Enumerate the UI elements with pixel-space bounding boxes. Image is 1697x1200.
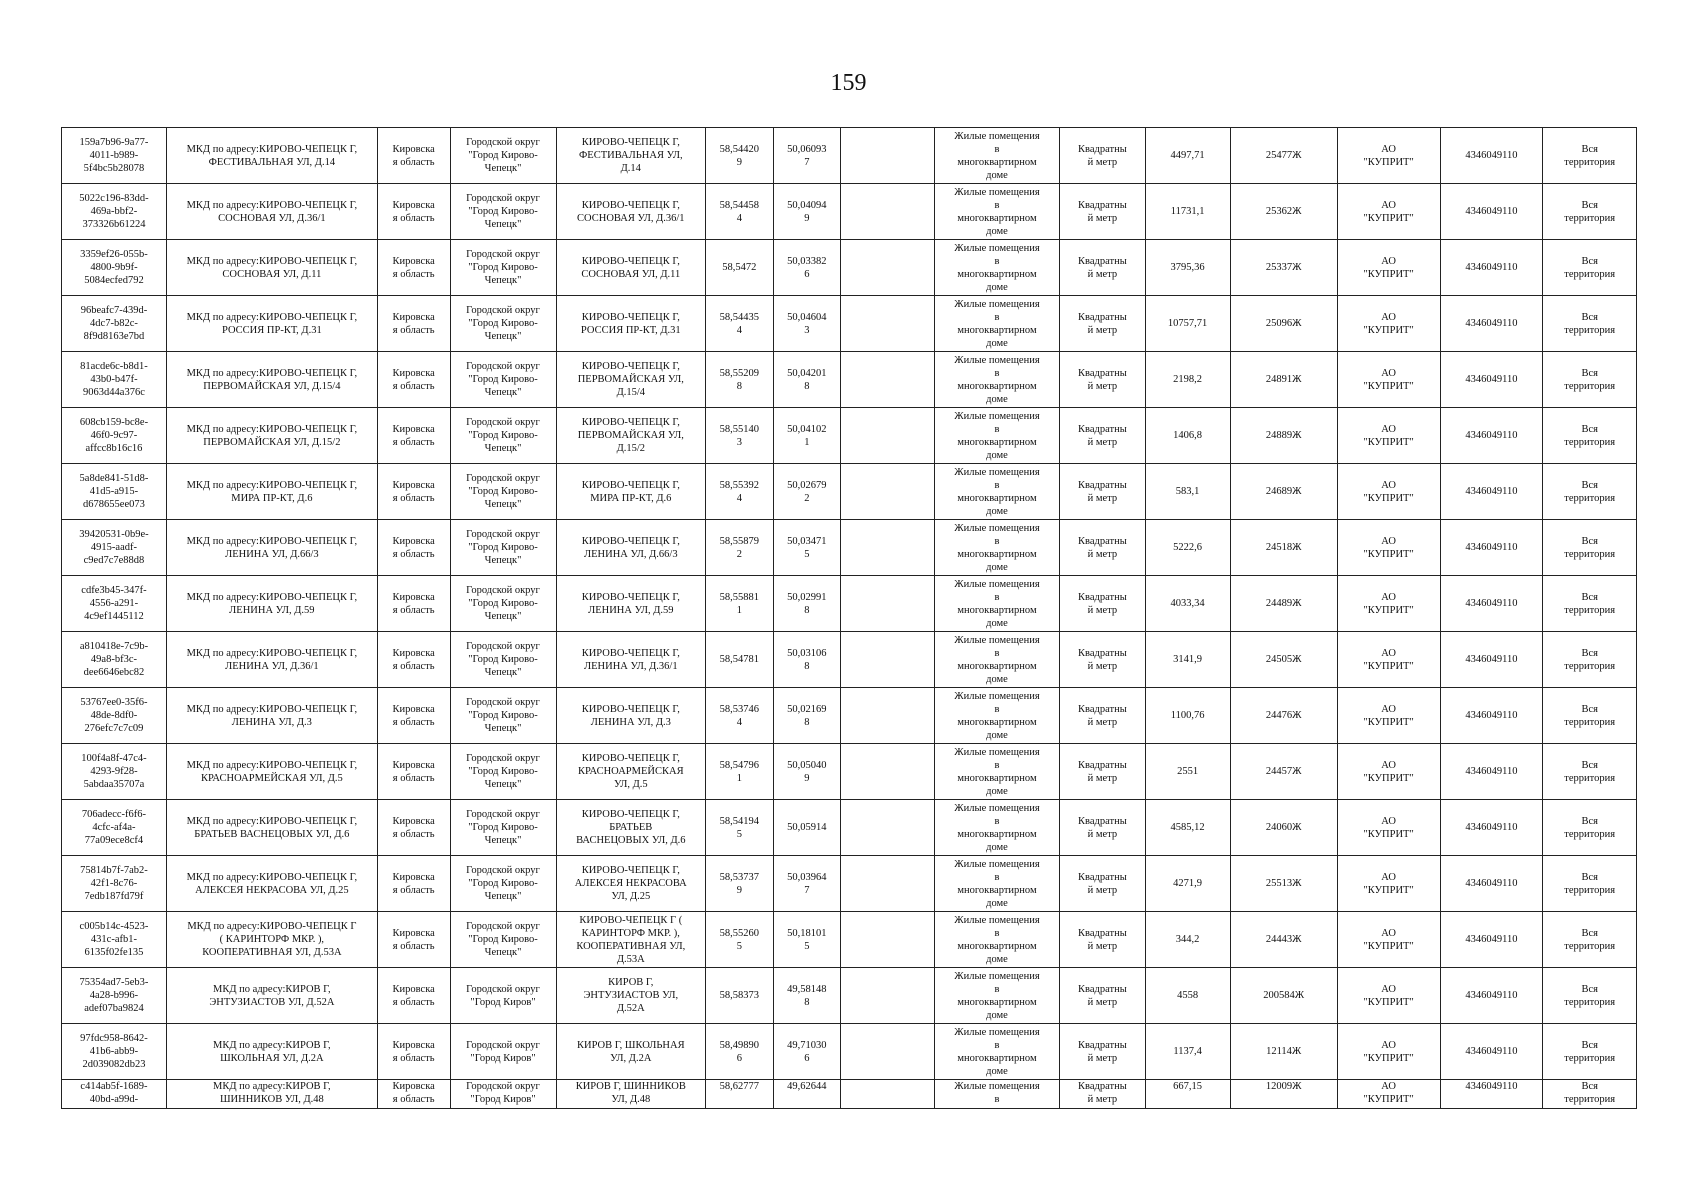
cell-account-number: 12009Ж [1230,1080,1337,1109]
cell-address: КИРОВ Г, ШИННИКОВ УЛ, Д.48 [556,1080,706,1109]
table-row [62,296,1637,352]
cell-organization: АО "КУПРИТ" [1337,968,1440,1024]
cell-territory: Вся территория [1543,128,1637,184]
cell-record-id: 3359ef26-055b- 4800-9b9f- 5084ecfed792 [62,240,167,296]
cell-area: 2551 [1145,744,1230,800]
cell-region: Кировска я область [377,184,450,240]
cell-premises-type: Жилые помещения в многоквартирном доме [934,856,1060,912]
cell-object-name: МКД по адресу:КИРОВО-ЧЕПЕЦК Г, СОСНОВАЯ УЛ, Д.11 [166,240,377,296]
cell-object-name: МКД по адресу:КИРОВ Г, ШКОЛЬНАЯ УЛ, Д.2А [166,1024,377,1080]
cell-municipality: Городской округ "Город Киров" [450,1024,556,1080]
cell-unit: Квадратны й метр [1060,520,1145,576]
cell-object-name: МКД по адресу:КИРОВО-ЧЕПЕЦК Г, ЛЕНИНА УЛ, Д.66/3 [166,520,377,576]
cell-area: 3795,36 [1145,240,1230,296]
cell-object-name: МКД по адресу:КИРОВО-ЧЕПЕЦК Г, ПЕРВОМАЙСКАЯ УЛ, Д.15/4 [166,352,377,408]
registry-table-body [62,128,1637,1109]
cell-organization: АО "КУПРИТ" [1337,296,1440,352]
cell-longitude: 50,03106 8 [773,632,841,688]
cell-territory: Вся территория [1543,968,1637,1024]
cell-territory: Вся территория [1543,744,1637,800]
cell-address: КИРОВО-ЧЕПЕЦК Г ( КАРИНТОРФ МКР. ), КООПЕРАТИВНАЯ УЛ, Д.53А [556,912,706,968]
cell-blank [841,856,935,912]
cell-longitude: 50,03471 5 [773,520,841,576]
cell-longitude: 50,02679 2 [773,464,841,520]
cell-area: 667,15 [1145,1080,1230,1109]
cell-record-id: 5022c196-83dd- 469a-bbf2- 373326b61224 [62,184,167,240]
cell-premises-type: Жилые помещения в многоквартирном доме [934,520,1060,576]
cell-account-number: 24060Ж [1230,800,1337,856]
cell-longitude: 49,71030 6 [773,1024,841,1080]
cell-latitude: 58,5472 [706,240,774,296]
cell-account-number: 200584Ж [1230,968,1337,1024]
cell-blank [841,408,935,464]
cell-area: 583,1 [1145,464,1230,520]
cell-inn: 4346049110 [1440,576,1543,632]
cell-municipality: Городской округ "Город Кирово- Чепецк" [450,688,556,744]
cell-longitude: 49,58148 8 [773,968,841,1024]
cell-organization: АО "КУПРИТ" [1337,744,1440,800]
cell-territory: Вся территория [1543,184,1637,240]
cell-address: КИРОВО-ЧЕПЕЦК Г, МИРА ПР-КТ, Д.6 [556,464,706,520]
cell-unit: Квадратны й метр [1060,576,1145,632]
cell-record-id: 75814b7f-7ab2- 42f1-8c76- 7edb187fd79f [62,856,167,912]
cell-record-id: 159a7b96-9a77- 4011-b989- 5f4bc5b28078 [62,128,167,184]
cell-region: Кировска я область [377,912,450,968]
cell-account-number: 24443Ж [1230,912,1337,968]
cell-address: КИРОВО-ЧЕПЕЦК Г, РОССИЯ ПР-КТ, Д.31 [556,296,706,352]
cell-record-id: 75354ad7-5eb3- 4a28-b996- adef07ba9824 [62,968,167,1024]
cell-longitude: 50,03382 6 [773,240,841,296]
table-row [62,968,1637,1024]
cell-latitude: 58,54194 5 [706,800,774,856]
cell-blank [841,912,935,968]
cell-organization: АО "КУПРИТ" [1337,912,1440,968]
cell-object-name: МКД по адресу:КИРОВО-ЧЕПЕЦК Г, МИРА ПР-КТ, Д.6 [166,464,377,520]
cell-municipality: Городской округ "Город Кирово- Чепецк" [450,408,556,464]
cell-region: Кировска я область [377,352,450,408]
cell-latitude: 58,53737 9 [706,856,774,912]
cell-area: 4033,34 [1145,576,1230,632]
cell-organization: АО "КУПРИТ" [1337,408,1440,464]
cell-premises-type: Жилые помещения в многоквартирном доме [934,912,1060,968]
cell-region: Кировска я область [377,240,450,296]
cell-region: Кировска я область [377,296,450,352]
cell-latitude: 58,54781 [706,632,774,688]
cell-account-number: 24689Ж [1230,464,1337,520]
cell-municipality: Городской округ "Город Кирово- Чепецк" [450,464,556,520]
cell-premises-type: Жилые помещения в многоквартирном доме [934,240,1060,296]
cell-blank [841,1024,935,1080]
cell-region: Кировска я область [377,968,450,1024]
cell-record-id: cdfe3b45-347f- 4556-a291- 4c9ef1445112 [62,576,167,632]
cell-inn: 4346049110 [1440,800,1543,856]
table-row [62,912,1637,968]
cell-organization: АО "КУПРИТ" [1337,184,1440,240]
cell-account-number: 25096Ж [1230,296,1337,352]
cell-longitude: 50,02169 8 [773,688,841,744]
cell-longitude: 50,05914 [773,800,841,856]
cell-unit: Квадратны й метр [1060,296,1145,352]
cell-municipality: Городской округ "Город Кирово- Чепецк" [450,352,556,408]
cell-latitude: 58,55260 5 [706,912,774,968]
cell-latitude: 58,55140 3 [706,408,774,464]
cell-record-id: 5a8de841-51d8- 41d5-a915- d678655ee073 [62,464,167,520]
cell-blank [841,744,935,800]
cell-address: КИРОВО-ЧЕПЕЦК Г, СОСНОВАЯ УЛ, Д.11 [556,240,706,296]
cell-account-number: 25362Ж [1230,184,1337,240]
cell-inn: 4346049110 [1440,912,1543,968]
cell-address: КИРОВО-ЧЕПЕЦК Г, КРАСНОАРМЕЙСКАЯ УЛ, Д.5 [556,744,706,800]
cell-record-id: c414ab5f-1689- 40bd-a99d- [62,1080,167,1109]
cell-latitude: 58,55209 8 [706,352,774,408]
table-row [62,128,1637,184]
cell-inn: 4346049110 [1440,128,1543,184]
cell-municipality: Городской округ "Город Кирово- Чепецк" [450,184,556,240]
cell-area: 1406,8 [1145,408,1230,464]
cell-record-id: 53767ee0-35f6- 48de-8df0- 276efc7c7c09 [62,688,167,744]
cell-longitude: 50,18101 5 [773,912,841,968]
cell-unit: Квадратны й метр [1060,856,1145,912]
cell-record-id: 39420531-0b9e- 4915-aadf- c9ed7c7e88d8 [62,520,167,576]
cell-region: Кировска я область [377,128,450,184]
cell-premises-type: Жилые помещения в многоквартирном доме [934,408,1060,464]
cell-organization: АО "КУПРИТ" [1337,800,1440,856]
cell-blank [841,296,935,352]
cell-longitude: 50,03964 7 [773,856,841,912]
cell-organization: АО "КУПРИТ" [1337,576,1440,632]
cell-territory: Вся территория [1543,408,1637,464]
cell-address: КИРОВО-ЧЕПЕЦК Г, СОСНОВАЯ УЛ, Д.36/1 [556,184,706,240]
table-row [62,576,1637,632]
cell-premises-type: Жилые помещения в многоквартирном доме [934,296,1060,352]
cell-area: 5222,6 [1145,520,1230,576]
cell-latitude: 58,55879 2 [706,520,774,576]
cell-inn: 4346049110 [1440,1080,1543,1109]
cell-latitude: 58,49890 6 [706,1024,774,1080]
table-row [62,632,1637,688]
cell-region: Кировска я область [377,744,450,800]
cell-blank [841,520,935,576]
cell-object-name: МКД по адресу:КИРОВО-ЧЕПЕЦК Г, БРАТЬЕВ ВАСНЕЦОВЫХ УЛ, Д.6 [166,800,377,856]
cell-account-number: 24489Ж [1230,576,1337,632]
table-row [62,1080,1637,1109]
cell-address: КИРОВО-ЧЕПЕЦК Г, ПЕРВОМАЙСКАЯ УЛ, Д.15/4 [556,352,706,408]
cell-territory: Вся территория [1543,632,1637,688]
cell-premises-type: Жилые помещения в многоквартирном доме [934,128,1060,184]
cell-latitude: 58,54796 1 [706,744,774,800]
cell-inn: 4346049110 [1440,240,1543,296]
cell-unit: Квадратны й метр [1060,1080,1145,1109]
cell-object-name: МКД по адресу:КИРОВО-ЧЕПЕЦК Г, ФЕСТИВАЛЬНАЯ УЛ, Д.14 [166,128,377,184]
cell-area: 2198,2 [1145,352,1230,408]
cell-inn: 4346049110 [1440,184,1543,240]
cell-region: Кировска я область [377,464,450,520]
cell-territory: Вся территория [1543,520,1637,576]
table-row [62,464,1637,520]
cell-blank [841,576,935,632]
cell-address: КИРОВО-ЧЕПЕЦК Г, АЛЕКСЕЯ НЕКРАСОВА УЛ, Д.25 [556,856,706,912]
cell-record-id: c005b14c-4523- 431c-afb1- 6135f02fe135 [62,912,167,968]
cell-object-name: МКД по адресу:КИРОВО-ЧЕПЕЦК Г, ЛЕНИНА УЛ, Д.36/1 [166,632,377,688]
cell-organization: АО "КУПРИТ" [1337,1024,1440,1080]
cell-territory: Вся территория [1543,912,1637,968]
cell-premises-type: Жилые помещения в многоквартирном доме [934,464,1060,520]
cell-longitude: 50,04102 1 [773,408,841,464]
cell-territory: Вся территория [1543,240,1637,296]
cell-inn: 4346049110 [1440,632,1543,688]
table-row [62,688,1637,744]
cell-unit: Квадратны й метр [1060,240,1145,296]
cell-blank [841,968,935,1024]
cell-inn: 4346049110 [1440,1024,1543,1080]
cell-inn: 4346049110 [1440,968,1543,1024]
cell-area: 10757,71 [1145,296,1230,352]
cell-premises-type: Жилые помещения в многоквартирном доме [934,744,1060,800]
cell-inn: 4346049110 [1440,464,1543,520]
cell-unit: Квадратны й метр [1060,688,1145,744]
cell-organization: АО "КУПРИТ" [1337,464,1440,520]
cell-premises-type: Жилые помещения в многоквартирном доме [934,352,1060,408]
cell-inn: 4346049110 [1440,856,1543,912]
cell-territory: Вся территория [1543,464,1637,520]
cell-account-number: 25337Ж [1230,240,1337,296]
cell-region: Кировска я область [377,800,450,856]
cell-organization: АО "КУПРИТ" [1337,688,1440,744]
cell-latitude: 58,58373 [706,968,774,1024]
cell-longitude: 50,04604 3 [773,296,841,352]
cell-municipality: Городской округ "Город Кирово- Чепецк" [450,240,556,296]
cell-unit: Квадратны й метр [1060,912,1145,968]
cell-blank [841,632,935,688]
cell-account-number: 24505Ж [1230,632,1337,688]
table-row [62,1024,1637,1080]
cell-area: 11731,1 [1145,184,1230,240]
cell-address: КИРОВО-ЧЕПЕЦК Г, ЛЕНИНА УЛ, Д.59 [556,576,706,632]
cell-address: КИРОВО-ЧЕПЕЦК Г, ЛЕНИНА УЛ, Д.66/3 [556,520,706,576]
cell-account-number: 24889Ж [1230,408,1337,464]
cell-record-id: 81acde6c-b8d1- 43b0-b47f- 9063d44a376c [62,352,167,408]
cell-premises-type: Жилые помещения в многоквартирном доме [934,688,1060,744]
cell-record-id: 608cb159-bc8e- 46f0-9c97- affcc8b16c16 [62,408,167,464]
cell-region: Кировска я область [377,408,450,464]
table-row [62,352,1637,408]
table-row [62,240,1637,296]
cell-premises-type: Жилые помещения в [934,1080,1060,1109]
cell-longitude: 49,62644 [773,1080,841,1109]
cell-account-number: 24518Ж [1230,520,1337,576]
cell-unit: Квадратны й метр [1060,408,1145,464]
cell-record-id: 100f4a8f-47c4- 4293-9f28- 5abdaa35707a [62,744,167,800]
cell-area: 344,2 [1145,912,1230,968]
table-row [62,800,1637,856]
cell-unit: Квадратны й метр [1060,464,1145,520]
cell-account-number: 24476Ж [1230,688,1337,744]
cell-longitude: 50,06093 7 [773,128,841,184]
cell-area: 4497,71 [1145,128,1230,184]
cell-latitude: 58,54435 4 [706,296,774,352]
cell-inn: 4346049110 [1440,296,1543,352]
cell-address: КИРОВО-ЧЕПЕЦК Г, ПЕРВОМАЙСКАЯ УЛ, Д.15/2 [556,408,706,464]
cell-blank [841,240,935,296]
cell-unit: Квадратны й метр [1060,128,1145,184]
cell-address: КИРОВО-ЧЕПЕЦК Г, ФЕСТИВАЛЬНАЯ УЛ, Д.14 [556,128,706,184]
cell-organization: АО "КУПРИТ" [1337,128,1440,184]
cell-address: КИРОВО-ЧЕПЕЦК Г, БРАТЬЕВ ВАСНЕЦОВЫХ УЛ, Д.6 [556,800,706,856]
cell-inn: 4346049110 [1440,408,1543,464]
cell-territory: Вся территория [1543,688,1637,744]
cell-premises-type: Жилые помещения в многоквартирном доме [934,968,1060,1024]
cell-region: Кировска я область [377,576,450,632]
cell-municipality: Городской округ "Город Киров" [450,1080,556,1109]
cell-record-id: 706adecc-f6f6- 4cfc-af4a- 77a09ece8cf4 [62,800,167,856]
cell-area: 4558 [1145,968,1230,1024]
cell-longitude: 50,04094 9 [773,184,841,240]
cell-record-id: 96beafc7-439d- 4dc7-b82c- 8f9d8163e7bd [62,296,167,352]
cell-organization: АО "КУПРИТ" [1337,240,1440,296]
cell-premises-type: Жилые помещения в многоквартирном доме [934,184,1060,240]
cell-latitude: 58,53746 4 [706,688,774,744]
cell-latitude: 58,62777 [706,1080,774,1109]
cell-longitude: 50,02991 8 [773,576,841,632]
cell-blank [841,688,935,744]
table-row [62,856,1637,912]
cell-organization: АО "КУПРИТ" [1337,632,1440,688]
cell-area: 3141,9 [1145,632,1230,688]
cell-address: КИРОВО-ЧЕПЕЦК Г, ЛЕНИНА УЛ, Д.3 [556,688,706,744]
cell-account-number: 24457Ж [1230,744,1337,800]
cell-municipality: Городской округ "Город Кирово- Чепецк" [450,912,556,968]
page-number: 159 [830,70,867,96]
cell-longitude: 50,05040 9 [773,744,841,800]
cell-unit: Квадратны й метр [1060,184,1145,240]
cell-unit: Квадратны й метр [1060,352,1145,408]
cell-region: Кировска я область [377,1080,450,1109]
cell-object-name: МКД по адресу:КИРОВО-ЧЕПЕЦК Г, ЛЕНИНА УЛ, Д.3 [166,688,377,744]
cell-inn: 4346049110 [1440,744,1543,800]
cell-address: КИРОВ Г, ШКОЛЬНАЯ УЛ, Д.2А [556,1024,706,1080]
cell-blank [841,128,935,184]
cell-region: Кировска я область [377,1024,450,1080]
cell-object-name: МКД по адресу:КИРОВ Г, ЭНТУЗИАСТОВ УЛ, Д.52А [166,968,377,1024]
cell-organization: АО "КУПРИТ" [1337,520,1440,576]
table-row [62,184,1637,240]
cell-latitude: 58,55881 1 [706,576,774,632]
cell-area: 4271,9 [1145,856,1230,912]
cell-account-number: 12114Ж [1230,1024,1337,1080]
cell-unit: Квадратны й метр [1060,1024,1145,1080]
registry-table [61,127,1637,1109]
cell-longitude: 50,04201 8 [773,352,841,408]
cell-inn: 4346049110 [1440,352,1543,408]
cell-object-name: МКД по адресу:КИРОВО-ЧЕПЕЦК Г, ПЕРВОМАЙСКАЯ УЛ, Д.15/2 [166,408,377,464]
cell-premises-type: Жилые помещения в многоквартирном доме [934,576,1060,632]
cell-region: Кировска я область [377,632,450,688]
cell-object-name: МКД по адресу:КИРОВ Г, ШИННИКОВ УЛ, Д.48 [166,1080,377,1109]
cell-territory: Вся территория [1543,296,1637,352]
cell-object-name: МКД по адресу:КИРОВО-ЧЕПЕЦК Г, РОССИЯ ПР-КТ, Д.31 [166,296,377,352]
cell-municipality: Городской округ "Город Кирово- Чепецк" [450,856,556,912]
cell-municipality: Городской округ "Город Кирово- Чепецк" [450,800,556,856]
cell-organization: АО "КУПРИТ" [1337,352,1440,408]
cell-territory: Вся территория [1543,352,1637,408]
cell-territory: Вся территория [1543,1080,1637,1109]
cell-territory: Вся территория [1543,576,1637,632]
cell-account-number: 25477Ж [1230,128,1337,184]
cell-object-name: МКД по адресу:КИРОВО-ЧЕПЕЦК Г, СОСНОВАЯ УЛ, Д.36/1 [166,184,377,240]
cell-object-name: МКД по адресу:КИРОВО-ЧЕПЕЦК Г, КРАСНОАРМЕЙСКАЯ УЛ, Д.5 [166,744,377,800]
cell-municipality: Городской округ "Город Кирово- Чепецк" [450,128,556,184]
cell-organization: АО "КУПРИТ" [1337,856,1440,912]
cell-account-number: 25513Ж [1230,856,1337,912]
cell-object-name: МКД по адресу:КИРОВО-ЧЕПЕЦК Г ( КАРИНТОРФ МКР. ), КООПЕРАТИВНАЯ УЛ, Д.53А [166,912,377,968]
cell-territory: Вся территория [1543,800,1637,856]
cell-municipality: Городской округ "Город Кирово- Чепецк" [450,744,556,800]
cell-record-id: 97fdc958-8642- 41b6-abb9- 2d039082db23 [62,1024,167,1080]
cell-municipality: Городской округ "Город Кирово- Чепецк" [450,520,556,576]
cell-unit: Квадратны й метр [1060,968,1145,1024]
cell-municipality: Городской округ "Город Киров" [450,968,556,1024]
table-row [62,520,1637,576]
cell-blank [841,352,935,408]
cell-area: 1137,4 [1145,1024,1230,1080]
cell-region: Кировска я область [377,520,450,576]
cell-territory: Вся территория [1543,856,1637,912]
cell-premises-type: Жилые помещения в многоквартирном доме [934,800,1060,856]
cell-address: КИРОВ Г, ЭНТУЗИАСТОВ УЛ, Д.52А [556,968,706,1024]
cell-unit: Квадратны й метр [1060,632,1145,688]
cell-object-name: МКД по адресу:КИРОВО-ЧЕПЕЦК Г, ЛЕНИНА УЛ, Д.59 [166,576,377,632]
cell-premises-type: Жилые помещения в многоквартирном доме [934,1024,1060,1080]
cell-municipality: Городской округ "Город Кирово- Чепецк" [450,632,556,688]
cell-blank [841,464,935,520]
cell-object-name: МКД по адресу:КИРОВО-ЧЕПЕЦК Г, АЛЕКСЕЯ НЕКРАСОВА УЛ, Д.25 [166,856,377,912]
cell-inn: 4346049110 [1440,688,1543,744]
cell-blank [841,184,935,240]
cell-blank [841,1080,935,1109]
cell-premises-type: Жилые помещения в многоквартирном доме [934,632,1060,688]
cell-organization: АО "КУПРИТ" [1337,1080,1440,1109]
cell-address: КИРОВО-ЧЕПЕЦК Г, ЛЕНИНА УЛ, Д.36/1 [556,632,706,688]
cell-record-id: a810418e-7c9b- 49a8-bf3c- dee6646ebc82 [62,632,167,688]
cell-unit: Квадратны й метр [1060,800,1145,856]
cell-inn: 4346049110 [1440,520,1543,576]
cell-latitude: 58,55392 4 [706,464,774,520]
table-row [62,408,1637,464]
cell-municipality: Городской округ "Город Кирово- Чепецк" [450,576,556,632]
cell-area: 4585,12 [1145,800,1230,856]
cell-account-number: 24891Ж [1230,352,1337,408]
cell-region: Кировска я область [377,856,450,912]
cell-territory: Вся территория [1543,1024,1637,1080]
cell-latitude: 58,54458 4 [706,184,774,240]
cell-latitude: 58,54420 9 [706,128,774,184]
cell-blank [841,800,935,856]
cell-unit: Квадратны й метр [1060,744,1145,800]
cell-region: Кировска я область [377,688,450,744]
table-row [62,744,1637,800]
cell-municipality: Городской округ "Город Кирово- Чепецк" [450,296,556,352]
cell-area: 1100,76 [1145,688,1230,744]
